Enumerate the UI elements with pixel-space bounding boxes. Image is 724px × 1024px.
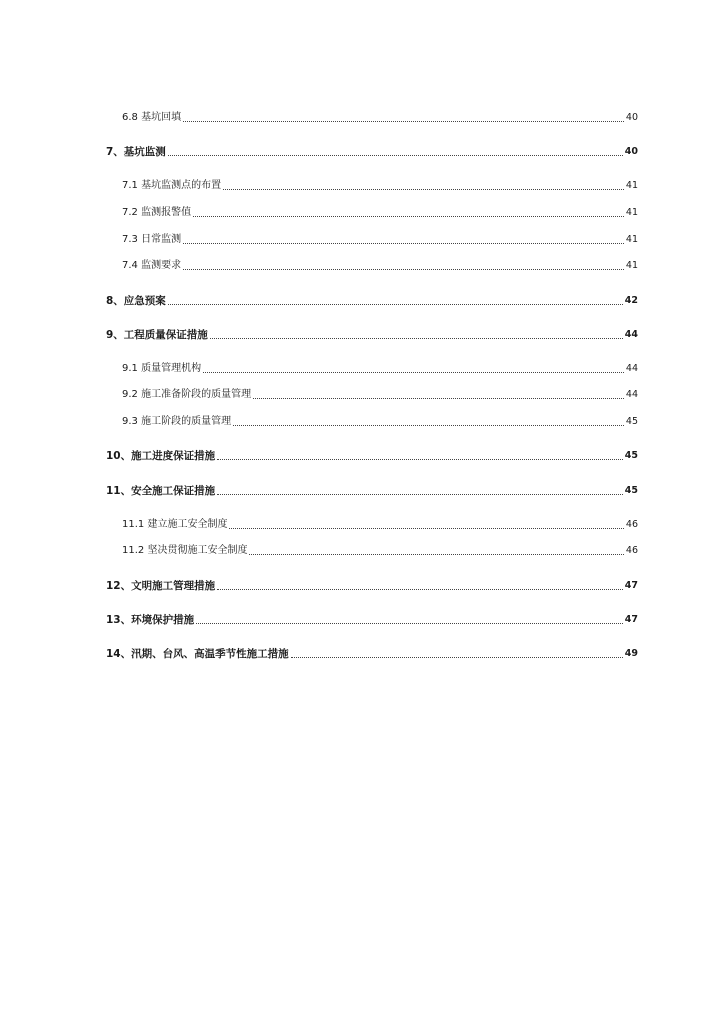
toc-entry-title: 7.3 日常监测 — [122, 234, 182, 245]
toc-dot-leader — [217, 589, 623, 590]
toc-entry-title: 11.2 坚决贯彻施工安全制度 — [122, 545, 248, 556]
toc-entry-11-1[interactable] — [122, 518, 638, 532]
toc-entry-title: 6.8 基坑回填 — [122, 112, 182, 123]
toc-page-number: 40 — [625, 112, 638, 123]
toc-entry-14[interactable] — [106, 647, 638, 661]
toc-entry-6-8[interactable] — [122, 111, 638, 125]
toc-dot-leader — [183, 269, 624, 270]
toc-entry-title: 13、环境保护措施 — [106, 614, 195, 626]
toc-dot-leader — [210, 338, 623, 339]
toc-dot-leader — [249, 554, 623, 555]
toc-page-number: 49 — [624, 648, 638, 659]
toc-page-number: 41 — [625, 180, 638, 191]
toc-dot-leader — [253, 398, 624, 399]
toc-entry-title: 11、安全施工保证措施 — [106, 485, 216, 497]
toc-dot-leader — [183, 243, 624, 244]
toc-page-number: 45 — [625, 416, 638, 427]
toc-entry-9-1[interactable] — [122, 362, 638, 376]
toc-entry-title: 9、工程质量保证措施 — [106, 329, 208, 341]
toc-page-number: 41 — [625, 234, 638, 245]
toc-entry-title: 9.2 施工准备阶段的质量管理 — [122, 389, 252, 400]
toc-entry-7[interactable] — [106, 145, 638, 159]
toc-page-number: 42 — [624, 295, 638, 306]
toc-entry-title: 7.4 监测要求 — [122, 260, 182, 271]
toc-entry-9-3[interactable] — [122, 415, 638, 429]
toc-entry-13[interactable] — [106, 613, 638, 627]
toc-dot-leader — [196, 623, 623, 624]
toc-entry-title: 7.2 监测报警值 — [122, 207, 192, 218]
toc-dot-leader — [168, 155, 623, 156]
toc-entry-title: 9.1 质量管理机构 — [122, 363, 202, 374]
toc-dot-leader — [229, 528, 623, 529]
toc-entry-11[interactable] — [106, 484, 638, 498]
toc-entry-9[interactable] — [106, 328, 638, 342]
toc-entry-8[interactable] — [106, 294, 638, 308]
toc-entry-title: 7、基坑监测 — [106, 146, 166, 158]
toc-dot-leader — [223, 189, 624, 190]
toc-page-number: 45 — [624, 485, 638, 496]
toc-entry-10[interactable] — [106, 449, 638, 463]
toc-entry-title: 14、汛期、台风、高温季节性施工措施 — [106, 648, 289, 660]
toc-entry-title: 11.1 建立施工安全制度 — [122, 519, 228, 530]
toc-page-number: 44 — [625, 363, 638, 374]
toc-entry-12[interactable] — [106, 579, 638, 593]
toc-entry-title: 8、应急预案 — [106, 295, 166, 307]
toc-page-number: 41 — [625, 207, 638, 218]
toc-dot-leader — [183, 121, 624, 122]
toc-entry-title: 9.3 施工阶段的质量管理 — [122, 416, 232, 427]
toc-entry-7-1[interactable] — [122, 179, 638, 193]
toc-entry-11-2[interactable] — [122, 544, 638, 558]
toc-page-number: 45 — [624, 450, 638, 461]
toc-dot-leader — [291, 657, 623, 658]
toc-dot-leader — [193, 216, 624, 217]
toc-page-number: 40 — [624, 146, 638, 157]
toc-dot-leader — [217, 459, 623, 460]
toc-entry-title: 12、文明施工管理措施 — [106, 580, 216, 592]
toc-page-number: 44 — [625, 389, 638, 400]
toc-page-number: 47 — [624, 614, 638, 625]
toc-entry-title: 10、施工进度保证措施 — [106, 450, 216, 462]
toc-page-number: 46 — [625, 519, 638, 530]
toc-entry-title: 7.1 基坑监测点的布置 — [122, 180, 222, 191]
toc-page-number: 44 — [624, 329, 638, 340]
toc-entry-7-3[interactable] — [122, 233, 638, 247]
toc-dot-leader — [233, 425, 624, 426]
toc-entry-7-2[interactable] — [122, 206, 638, 220]
toc-page-number: 41 — [625, 260, 638, 271]
toc-page-number: 46 — [625, 545, 638, 556]
toc-entry-9-2[interactable] — [122, 388, 638, 402]
toc-entry-7-4[interactable] — [122, 259, 638, 273]
toc-dot-leader — [168, 304, 623, 305]
toc-page-number: 47 — [624, 580, 638, 591]
toc-dot-leader — [217, 494, 623, 495]
toc-dot-leader — [203, 372, 624, 373]
